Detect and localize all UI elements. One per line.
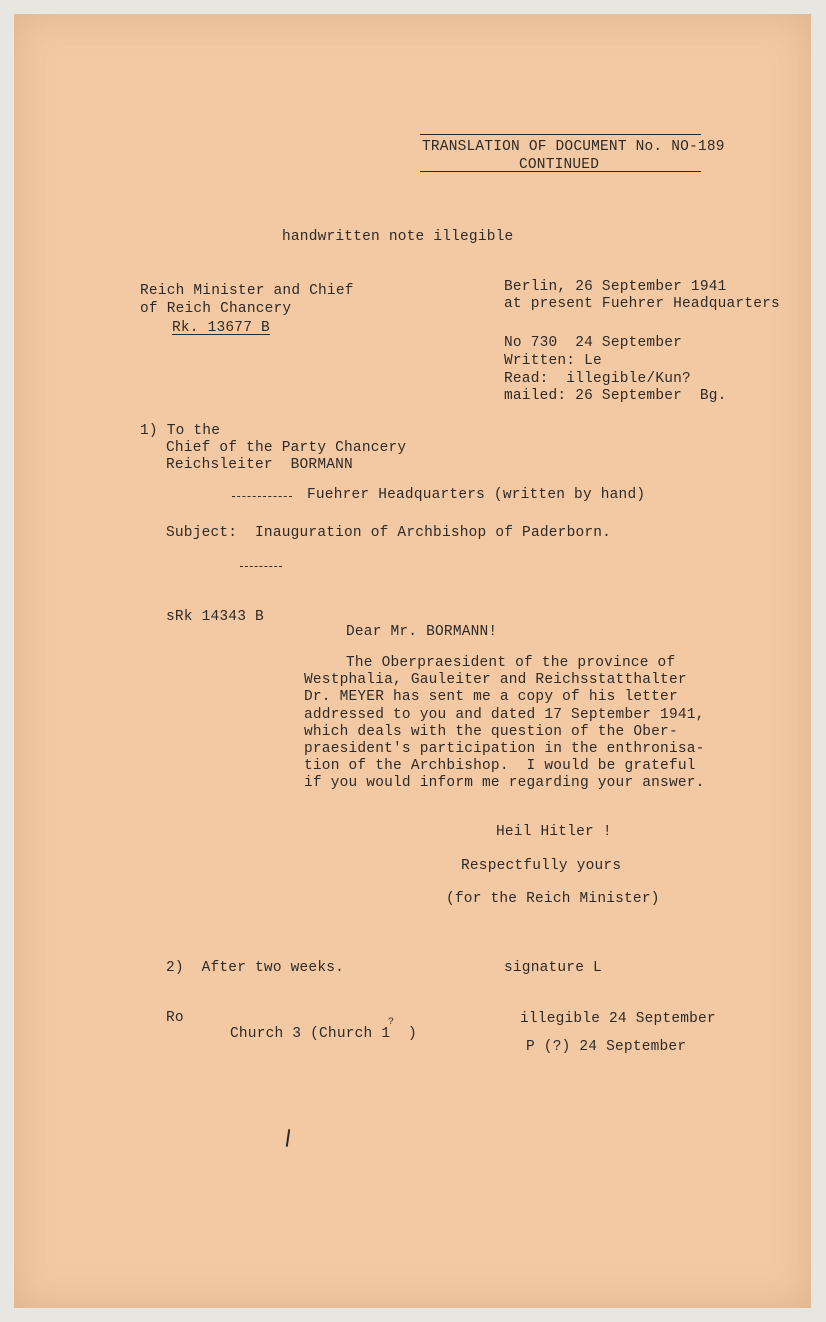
addressee-line4: Fuehrer Headquarters (written by hand) — [307, 487, 646, 503]
date-line1: Berlin, 26 September 1941 — [504, 279, 727, 295]
date-line6: mailed: 26 September Bg. — [504, 388, 727, 404]
pen-mark — [286, 1129, 290, 1147]
body-line-6: praesident's participation in the enthronisa- — [304, 741, 705, 757]
closing-line2: Respectfully yours — [461, 858, 622, 874]
addressee-dash — [232, 496, 292, 497]
ro-notation: Ro — [166, 1010, 184, 1026]
followup-note: 2) After two weeks. — [166, 960, 345, 976]
church-superscript: ? — [388, 1017, 395, 1028]
salutation: Dear Mr. BORMANN! — [346, 624, 498, 640]
document-page — [14, 14, 811, 1308]
handwritten-note: handwritten note illegible — [282, 229, 514, 245]
sender-line2: of Reich Chancery — [140, 301, 292, 317]
church-text: Church 3 (Church 1 ) — [230, 1026, 417, 1042]
addressee-line1: 1) To the — [140, 423, 221, 439]
body-line-4: addressed to you and dated 17 September 1941, — [304, 707, 705, 723]
subject-line: Subject: Inauguration of Archbishop of Paderborn. — [166, 525, 612, 541]
date-line5: Read: illegible/Kun? — [504, 371, 691, 387]
addressee-line3: Reichsleiter BORMANN — [166, 457, 353, 473]
header-rule-bottom — [420, 171, 701, 172]
date-line4: Written: Le — [504, 353, 602, 369]
date-line2: at present Fuehrer Headquarters — [504, 296, 780, 312]
closing-line1: Heil Hitler ! — [496, 824, 612, 840]
body-line-2: Westphalia, Gauleiter and Reichsstatthalter — [304, 672, 687, 688]
addressee-line2: Chief of the Party Chancery — [166, 440, 407, 456]
body-line-5: which deals with the question of the Ober- — [304, 724, 678, 740]
date-line3: No 730 24 September — [504, 335, 683, 351]
illegible-date-line: illegible 24 September — [520, 1011, 716, 1027]
header-continued: CONTINUED — [519, 157, 600, 173]
sender-reference: Rk. 13677 B — [172, 320, 270, 336]
body-line-3: Dr. MEYER has sent me a copy of his letter — [304, 689, 678, 705]
subject-dash — [240, 566, 282, 567]
header-title: TRANSLATION OF DOCUMENT No. NO-189 — [422, 139, 725, 155]
p-date-line: P (?) 24 September — [526, 1039, 687, 1055]
header-rule-top — [420, 134, 701, 135]
second-reference: sRk 14343 B — [166, 609, 264, 625]
church-notation — [230, 1027, 417, 1042]
closing-line3: (for the Reich Minister) — [446, 891, 660, 907]
body-line-1: The Oberpraesident of the province of — [346, 655, 676, 671]
signature-note: signature L — [504, 960, 602, 976]
body-line-7: tion of the Archbishop. I would be grateful — [304, 758, 696, 774]
body-line-8: if you would inform me regarding your answer. — [304, 775, 705, 791]
sender-line1: Reich Minister and Chief — [140, 283, 354, 299]
